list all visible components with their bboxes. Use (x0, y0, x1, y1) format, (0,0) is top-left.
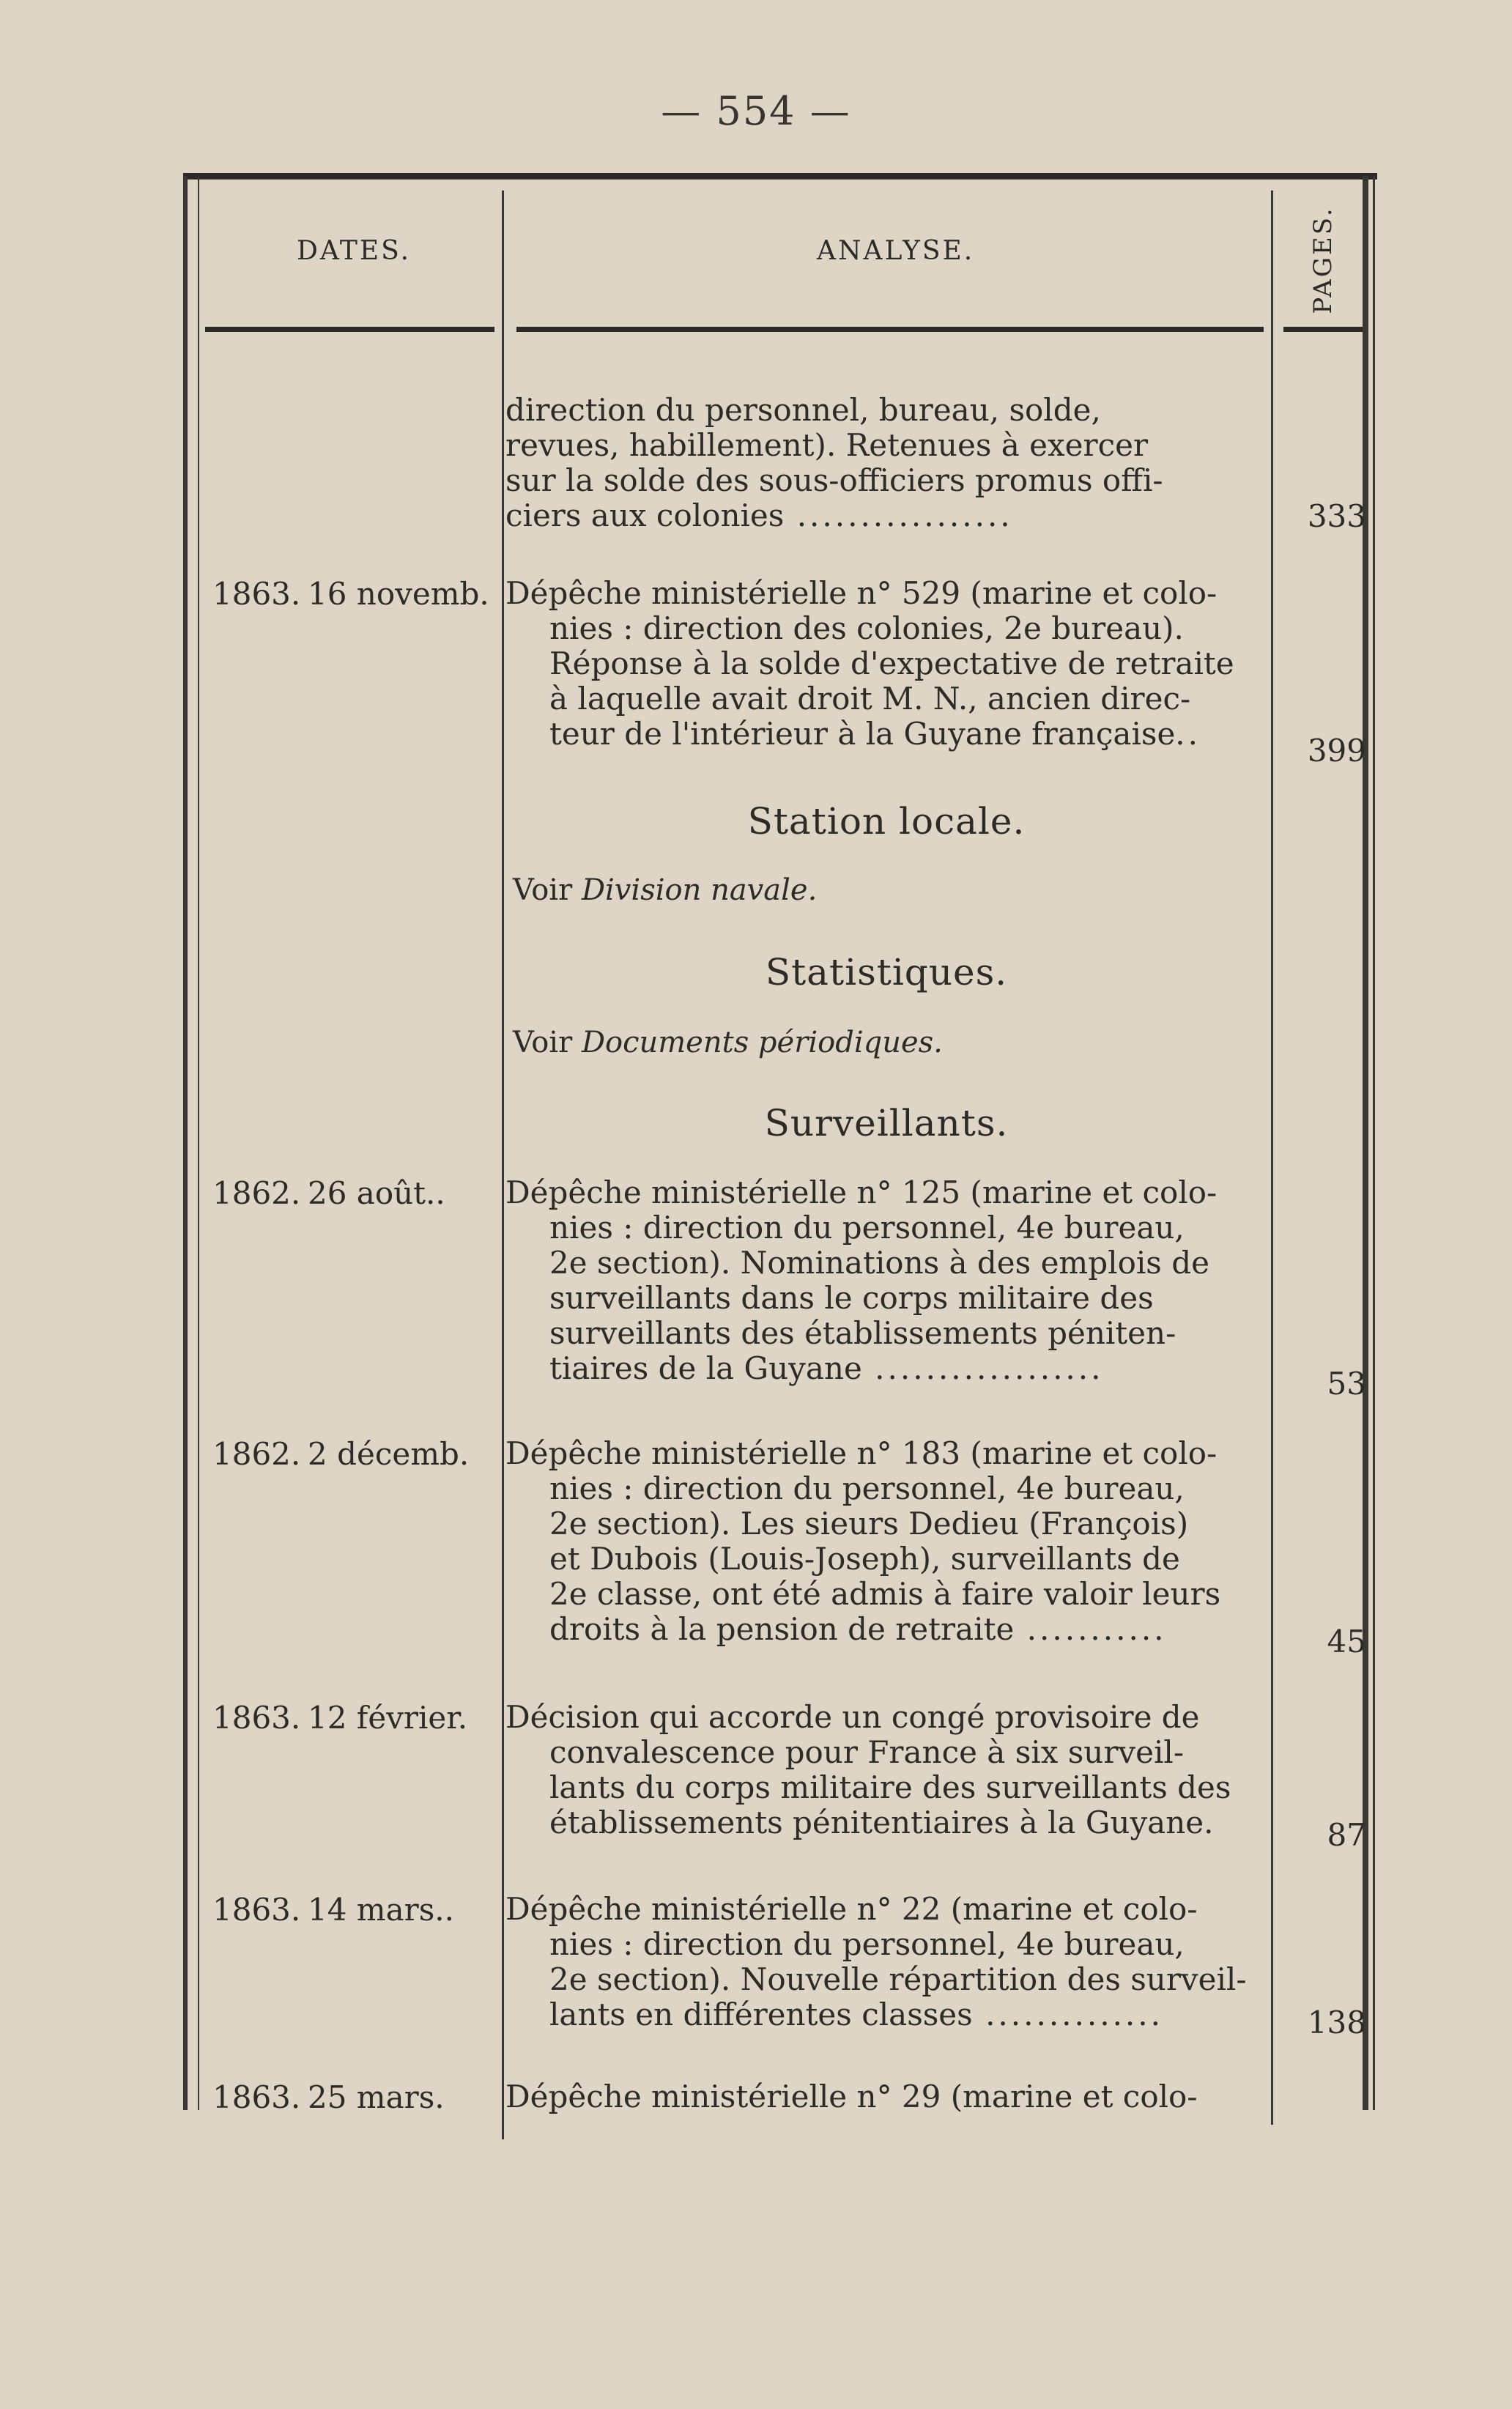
page-reference: 138 (1307, 2005, 1366, 2040)
table-top-rule (183, 173, 1377, 180)
section-title: Statistiques. (765, 951, 1008, 993)
dot-leader: .................. (861, 1351, 1104, 1386)
see-also-target: Division navale. (581, 873, 818, 907)
table-left-border (183, 176, 188, 2110)
see-also-prefix: Voir (513, 873, 573, 907)
header-rule-dates (205, 327, 494, 332)
entry-line: lants du corps militaire des surveillants des (549, 1770, 1231, 1805)
entry-line: nies : direction des colonies, 2e bureau). (549, 611, 1184, 646)
page-reference: 333 (1307, 498, 1366, 534)
entry-line: Dépêche ministérielle n° 29 (marine et colo- (505, 2079, 1198, 2114)
table-right-outer-border (1373, 176, 1375, 2110)
page-reference: 87 (1327, 1817, 1366, 1853)
entry-line: nies : direction du personnel, 4e bureau, (549, 1927, 1185, 1962)
dot-leader: .............. (972, 1997, 1163, 2032)
entry-analysis (505, 576, 1264, 752)
entry-line: sur la solde des sous-officiers promus offi- (505, 463, 1163, 498)
entry-line-text: lants en différentes classes (549, 1997, 973, 2032)
entry-year: 1863. (212, 2079, 301, 2115)
section-title: Station locale. (747, 800, 1026, 843)
entry-line-text: droits à la pension de retraite (549, 1612, 1015, 1647)
entry-line-text: teur de l'intérieur à la Guyane française (549, 717, 1176, 752)
entry-line: convalescence pour France à six surveil- (549, 1735, 1185, 1770)
analyse-column-header: ANALYSE. (817, 236, 975, 266)
page-number: — 554 — (661, 88, 851, 134)
entry-line: 2e section). Nouvelle répartition des surveil- (549, 1962, 1247, 1997)
entry-line: 2e section). Nominations à des emplois de (549, 1246, 1209, 1281)
entry-day: 16 novemb. (308, 576, 489, 612)
page-reference: 45 (1327, 1624, 1366, 1659)
entry-analysis (505, 1892, 1264, 2032)
entry-line (505, 1612, 1264, 1647)
entry-line: à laquelle avait droit M. N., ancien direc- (549, 681, 1191, 717)
see-also-reference (513, 873, 817, 907)
entry-line: Dépêche ministérielle n° 22 (marine et colo- (505, 1892, 1198, 1927)
dot-leader: .. (1175, 717, 1201, 752)
entry-line: revues, habillement). Retenues à exercer (505, 428, 1149, 463)
entry-day: 2 décemb. (308, 1436, 470, 1472)
entry-line-text: ciers aux colonies (505, 498, 785, 533)
entry-year: 1862. (212, 1436, 301, 1472)
entry-line: nies : direction du personnel, 4e bureau, (549, 1210, 1185, 1246)
entry-analysis (505, 1700, 1264, 1840)
header-rule-analyse (516, 327, 1264, 332)
section-title: Surveillants. (764, 1102, 1009, 1144)
entry-line: 2e classe, ont été admis à faire valoir leurs (549, 1577, 1221, 1612)
entry-analysis (505, 1175, 1264, 1386)
table-left-inner-border (198, 176, 199, 2110)
entry-line: surveillants dans le corps militaire des (549, 1281, 1154, 1316)
entry-line (505, 717, 1264, 752)
entry-line: nies : direction du personnel, 4e bureau, (549, 1471, 1185, 1506)
entry-line: Réponse à la solde d'expectative de retraite (549, 646, 1234, 681)
page-reference: 399 (1307, 733, 1366, 769)
entry-day: 26 août.. (308, 1175, 445, 1211)
entry-line (505, 498, 1264, 533)
entry-analysis (505, 1436, 1264, 1647)
entry-line: et Dubois (Louis-Joseph), surveillants de (549, 1542, 1180, 1577)
entry-line (505, 1351, 1264, 1386)
entry-line: surveillants des établissements péniten- (549, 1316, 1176, 1351)
page-reference: 53 (1327, 1366, 1366, 1402)
entry-line: Dépêche ministérielle n° 183 (marine et colo- (505, 1436, 1218, 1471)
entry-line: Dépêche ministérielle n° 529 (marine et colo- (505, 576, 1218, 611)
header-rule-pages (1283, 327, 1363, 332)
entry-year: 1863. (212, 1892, 301, 1928)
see-also-target: Documents périodiques. (581, 1026, 943, 1059)
entry-line: direction du personnel, bureau, solde, (505, 393, 1101, 428)
entry-year: 1863. (212, 576, 301, 612)
dot-leader: ................. (784, 498, 1013, 533)
entry-line: 2e section). Les sieurs Dedieu (François) (549, 1506, 1189, 1542)
entry-line: établissements pénitentiaires à la Guyane. (549, 1805, 1214, 1840)
pages-column-header (1301, 206, 1345, 314)
entry-analysis (505, 2079, 1264, 2114)
dates-column-header: DATES. (297, 236, 412, 266)
entry-year: 1862. (212, 1175, 301, 1211)
entry-day: 12 février. (308, 1700, 468, 1736)
entry-day: 14 mars.. (308, 1892, 454, 1928)
see-also-prefix: Voir (513, 1026, 573, 1059)
entry-year: 1863. (212, 1700, 301, 1736)
entry-line (505, 1997, 1264, 2032)
dot-leader: ........... (1014, 1612, 1167, 1647)
pages-column-header-text: PAGES. (1308, 206, 1338, 314)
entry-line-text: tiaires de la Guyane (549, 1351, 862, 1386)
entry-line: Décision qui accorde un congé provisoire de (505, 1700, 1200, 1735)
dates-analyse-divider (502, 190, 504, 2139)
entry-day: 25 mars. (308, 2079, 445, 2115)
entry-continued (505, 393, 1264, 533)
see-also-reference (513, 1026, 943, 1059)
entry-line: Dépêche ministérielle n° 125 (marine et colo- (505, 1175, 1218, 1210)
